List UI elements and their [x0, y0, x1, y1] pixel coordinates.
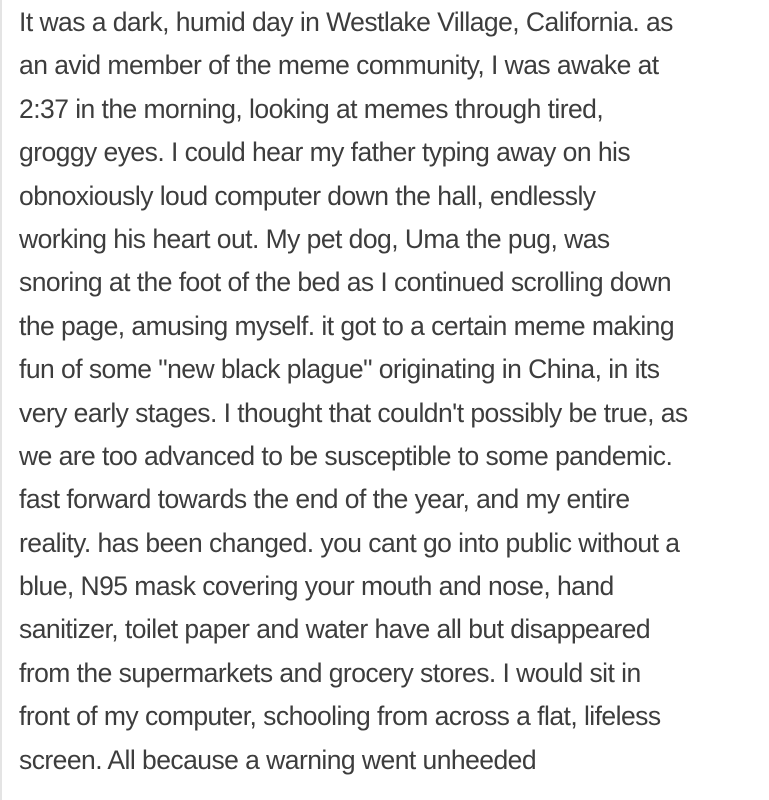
story-line: an avid member of the meme community, I was awake at	[19, 50, 659, 81]
story-line: obnoxiously loud computer down the hall, endlessly	[19, 180, 596, 211]
story-line: front of my computer, schooling from across a flat, lifeless	[19, 701, 661, 732]
story-line: very early stages. I thought that couldn't possibly be true, as	[19, 397, 688, 428]
story-line: snoring at the foot of the bed as I continued scrolling down	[19, 267, 672, 298]
story-line: screen. All because a warning went unheeded	[19, 744, 537, 775]
story-line: groggy eyes. I could hear my father typing away on his	[19, 137, 631, 168]
story-line: the page, amusing myself. it got to a certain meme making	[19, 310, 675, 341]
story-line: reality. has been changed. you cant go into public without a	[19, 527, 680, 558]
story-line: working his heart out. My pet dog, Uma the pug, was	[19, 223, 610, 254]
story-line: from the supermarkets and grocery stores. I would sit in	[19, 657, 641, 688]
story-line: we are too advanced to be susceptible to some pandemic.	[19, 440, 673, 471]
story-line: blue, N95 mask covering your mouth and nose, hand	[19, 571, 614, 602]
story-line: sanitizer, toilet paper and water have all but disappeared	[19, 614, 651, 645]
story-line: It was a dark, humid day in Westlake Village, California. as	[19, 7, 673, 37]
left-border-rule	[0, 0, 2, 800]
story-text-block	[19, 1, 764, 782]
story-line: 2:37 in the morning, looking at memes through tired,	[19, 93, 604, 124]
story-line: fun of some "new black plague" originating in China, in its	[19, 354, 660, 385]
story-line: fast forward towards the end of the year, and my entire	[19, 484, 630, 515]
